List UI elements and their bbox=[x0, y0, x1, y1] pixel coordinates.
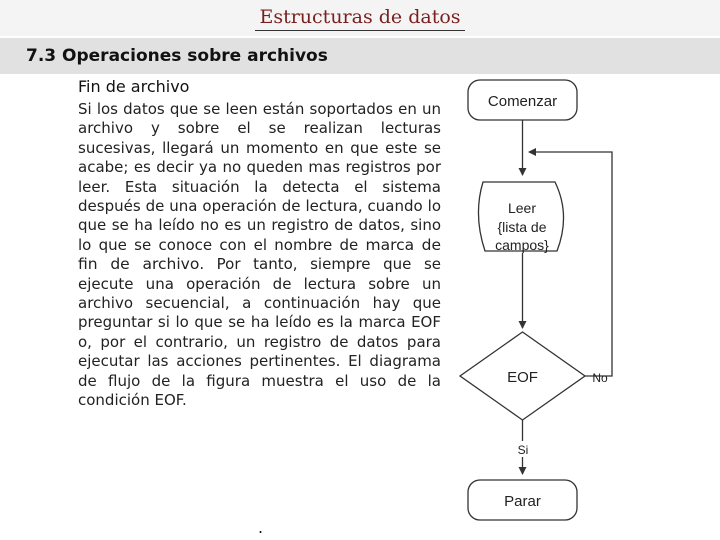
paragraph-part-2: . Por tanto, siempre que se ejecute una operación de lectura sobre un archivo secuencial, a continuación hay que preguntar si lo que se ha leído es la marca EOF o, por el contrario, un registro de datos para ejecutar las acciones pertinentes. El diagrama de flujo de la figura muestra el uso de la condición EOF. bbox=[78, 255, 442, 410]
read-label-line-1: Leer bbox=[507, 200, 537, 216]
end-label: Parar bbox=[504, 493, 541, 510]
subtitle: Fin de archivo bbox=[78, 77, 190, 96]
header-title: Estructuras de datos bbox=[255, 6, 464, 31]
section-band bbox=[0, 38, 720, 74]
start-label: Comenzar bbox=[487, 93, 558, 110]
yes-label: Si bbox=[517, 443, 529, 457]
body-paragraph bbox=[78, 100, 441, 411]
section-title: 7.3 Operaciones sobre archivos bbox=[26, 46, 328, 66]
paragraph-emphasis: marca de fin de archivo bbox=[78, 235, 441, 274]
read-label-line-3: campos} bbox=[495, 237, 549, 253]
header-band bbox=[0, 0, 720, 36]
flowchart bbox=[455, 70, 625, 525]
no-label: No bbox=[592, 371, 608, 385]
read-label-line-2: {lista de bbox=[497, 219, 547, 235]
paragraph-part-1: Si los datos que se leen están soportados en un archivo y sobre el se realizan lecturas sucesivas, llegará un momento en que este se acabe; es decir ya no queden mas registros por leer. Esta situación la detecta el sistema después de una operación de lectura, cuando lo que se ha leído no es un registro de datos, sino lo que se conoce con el nombre de bbox=[78, 100, 441, 254]
decision-label: EOF bbox=[507, 369, 538, 386]
footer-dot: . bbox=[258, 518, 264, 537]
